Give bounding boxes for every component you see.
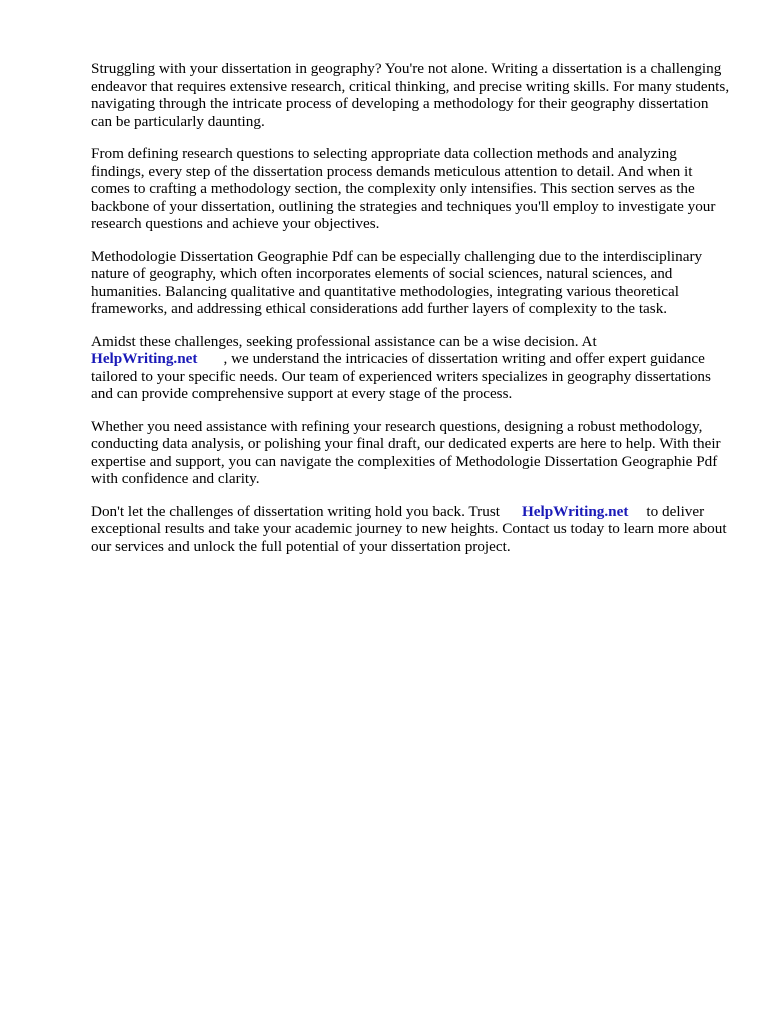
paragraph-assistance-text-start: Amidst these challenges, seeking professional assistance can be a wise decision. At	[91, 332, 597, 350]
document-body	[91, 60, 731, 570]
paragraph-interdisciplinary: Methodologie Dissertation Geographie Pdf can be especially challenging due to the interdisciplinary nature of geography, which often incorporates elements of social sciences, natural sciences, and humanities. Balancing qualitative and quantitative methodologies, integrating various theoretical frameworks, and addressing ethical considerations add further layers of complexity to the task.	[91, 247, 703, 317]
helpwriting-link[interactable]: HelpWriting.net	[91, 350, 198, 367]
helpwriting-link-cta[interactable]: HelpWriting.net	[521, 502, 629, 520]
paragraph-assistance	[91, 333, 731, 403]
paragraph-methodology-steps: From defining research questions to selecting appropriate data collection methods and analyzing findings, every step of the dissertation process demands meticulous attention to detail. And when it comes to crafting a methodology section, the complexity only intensifies. This section serves as the backbone of your dissertation, outlining the strategies and techniques you'll employ to investigate your research questions and achieve your objectives.	[91, 145, 716, 232]
paragraph-support: Whether you need assistance with refining your research questions, designing a robust methodology, conducting data analysis, or polishing your final draft, our dedicated experts are here to help. With their expertise and support, you can navigate the complexities of Methodologie Dissertation Geographie Pdf with confidence and clarity.	[91, 417, 721, 487]
paragraph-cta-text-end: to deliver exceptional results and take your academic journey to new heights. Contact us today to learn more about our services and unlock the full potential of your dissertation project.	[91, 502, 727, 555]
paragraph-intro: Struggling with your dissertation in geography? You're not alone. Writing a dissertation is a challenging endeavor that requires extensive research, critical thinking, and precise writing skills. For many students, navigating through the intricate process of developing a methodology for their geography dissertation can be particularly daunting.	[91, 60, 730, 130]
paragraph-call-to-action	[91, 503, 731, 556]
paragraph-cta-text-start: Don't let the challenges of dissertation writing hold you back. Trust	[91, 502, 500, 520]
paragraph-assistance-text-end: , we understand the intricacies of dissertation writing and offer expert guidance tailored to your specific needs. Our team of experienced writers specializes in geography dissertations and can provide comprehensive support at every stage of the process.	[91, 350, 711, 402]
